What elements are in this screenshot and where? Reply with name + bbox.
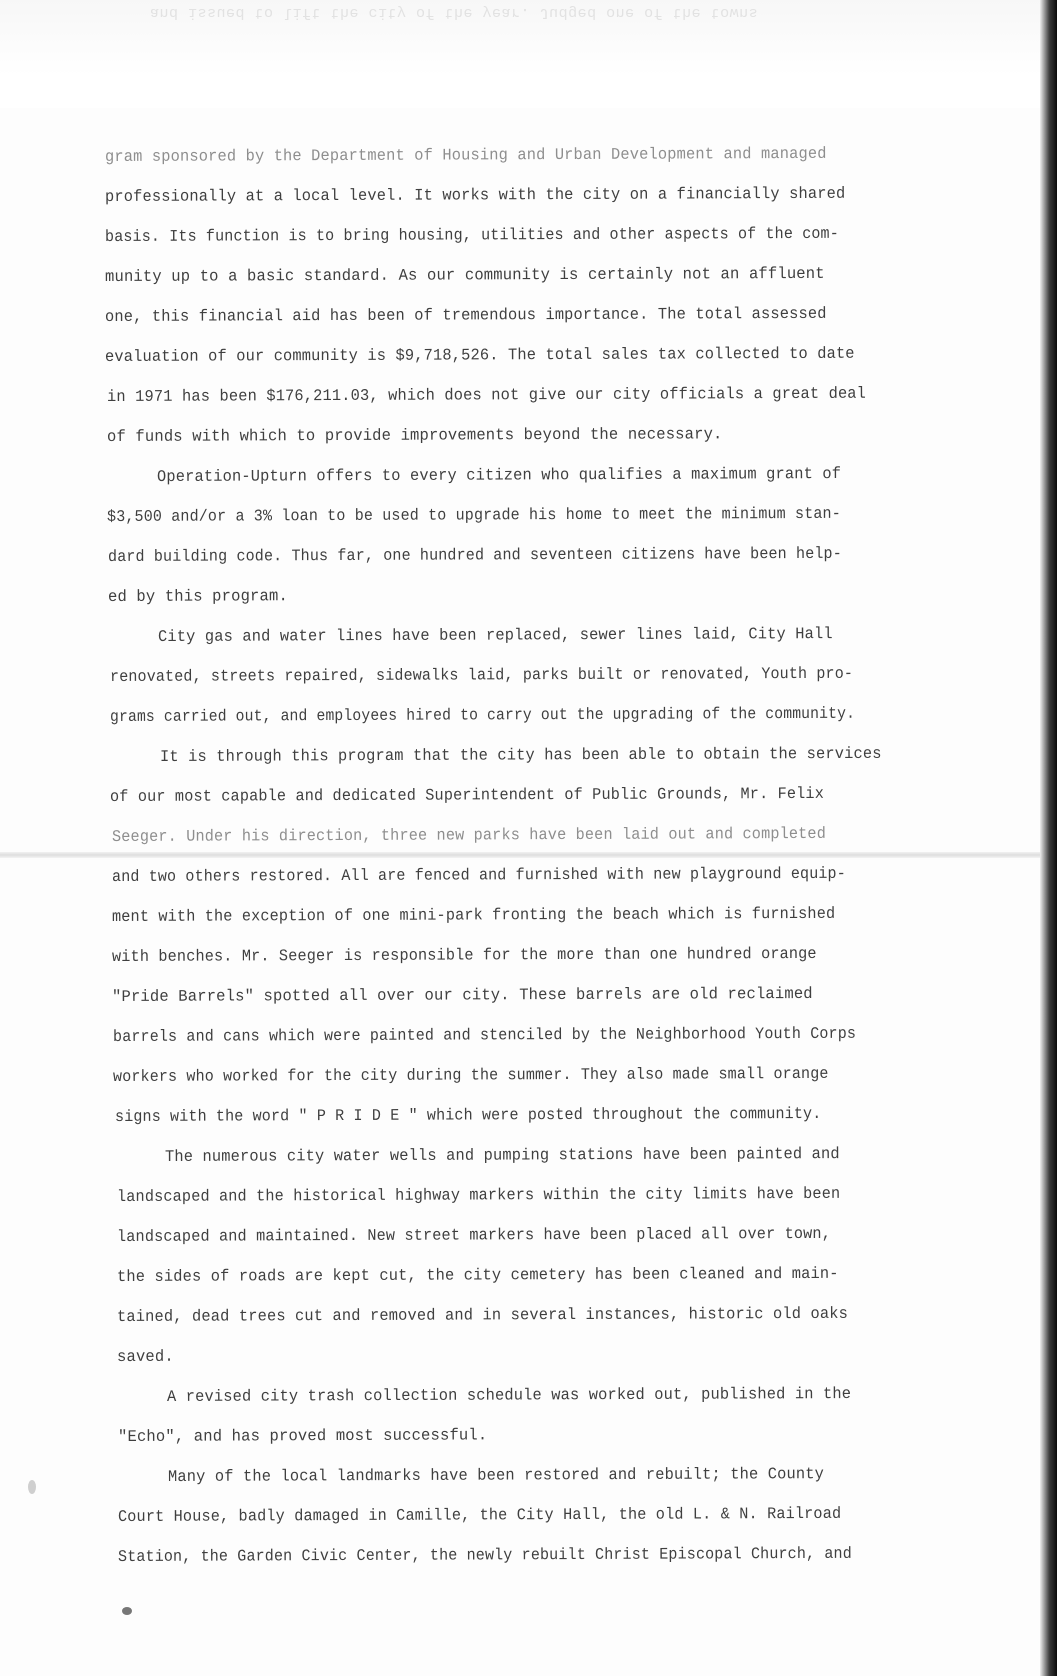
text-line: $3,500 and/or a 3% loan to be used to upgrade his home to meet the minimum stan- xyxy=(106,504,841,526)
page-edge-shadow xyxy=(1040,0,1057,1676)
text-line: ment with the exception of one mini-park fronting the beach which is furnished xyxy=(111,904,836,926)
text-line: landscaped and the historical highway markers within the city limits have been xyxy=(116,1184,841,1206)
bleed-through-text: and issued to lift the city of the year. Judged one of the towns xyxy=(150,4,759,21)
text-line: munity up to a basic standard. As our community is certainly not an affluent xyxy=(104,264,825,286)
text-line: grams carried out, and employees hired to carry out the upgrading of the community. xyxy=(109,704,856,726)
text-line: professionally at a local level. It works with the city on a financially shared xyxy=(104,184,846,206)
text-line: Operation-Upturn offers to every citizen who qualifies a maximum grant of xyxy=(156,465,842,486)
text-line: dard building code. Thus far, one hundred and seventeen citizens have been help- xyxy=(107,544,842,566)
text-line: gram sponsored by the Department of Housing and Urban Development and managed xyxy=(104,144,827,166)
text-line: A revised city trash collection schedule was worked out, published in the xyxy=(166,1385,852,1406)
text-line: "Echo", and has proved most successful. xyxy=(117,1426,488,1446)
text-line: evaluation of our community is $9,718,526. The total sales tax collected to date xyxy=(104,344,855,366)
text-line: "Pride Barrels" spotted all over our city. These barrels are old reclaimed xyxy=(111,984,813,1006)
text-line: saved. xyxy=(116,1347,174,1366)
text-line: basis. Its function is to bring housing, utilities and other aspects of the com- xyxy=(104,224,839,246)
text-line: and two others restored. All are fenced and furnished with new playground equip- xyxy=(111,864,846,886)
text-line: barrels and cans which were painted and stenciled by the Neighborhood Youth Corps xyxy=(112,1024,857,1046)
text-line: Seeger. Under his direction, three new parks have been laid out and completed xyxy=(111,824,827,846)
text-line: of our most capable and dedicated Superintendent of Public Grounds, Mr. Felix xyxy=(109,784,825,806)
text-line: the sides of roads are kept cut, the city cemetery has been cleaned and main- xyxy=(116,1264,839,1286)
text-line: signs with the word " P R I D E " which were posted throughout the community. xyxy=(114,1104,822,1126)
text-line: ed by this program. xyxy=(107,587,288,606)
text-line: with benches. Mr. Seeger is responsible for the more than one hundred orange xyxy=(111,944,817,966)
text-line: Many of the local landmarks have been restored and rebuilt; the County xyxy=(167,1465,825,1486)
text-line: landscaped and maintained. New street markers have been placed all over town, xyxy=(116,1224,832,1246)
text-line: renovated, streets repaired, sidewalks laid, parks built or renovated, Youth pro- xyxy=(109,664,854,686)
text-line: in 1971 has been $176,211.03, which does not give our city officials a great deal xyxy=(106,384,867,406)
text-line: one, this financial aid has been of tremendous importance. The total assessed xyxy=(104,304,827,326)
text-line: It is through this program that the city has been able to obtain the services xyxy=(159,744,882,766)
text-line: Station, the Garden Civic Center, the newly rebuilt Christ Episcopal Church, and xyxy=(117,1544,852,1566)
text-line: Court House, badly damaged in Camille, the City Hall, the old L. & N. Railroad xyxy=(117,1504,842,1526)
text-line: The numerous city water wells and pumping stations have been painted and xyxy=(164,1145,840,1166)
text-line: tained, dead trees cut and removed and in several instances, historic old oaks xyxy=(116,1304,848,1326)
text-line: workers who worked for the city during the summer. They also made small orange xyxy=(112,1064,829,1086)
text-line: of funds with which to provide improvements beyond the necessary. xyxy=(106,425,723,446)
text-line: City gas and water lines have been replaced, sewer lines laid, City Hall xyxy=(157,625,833,646)
